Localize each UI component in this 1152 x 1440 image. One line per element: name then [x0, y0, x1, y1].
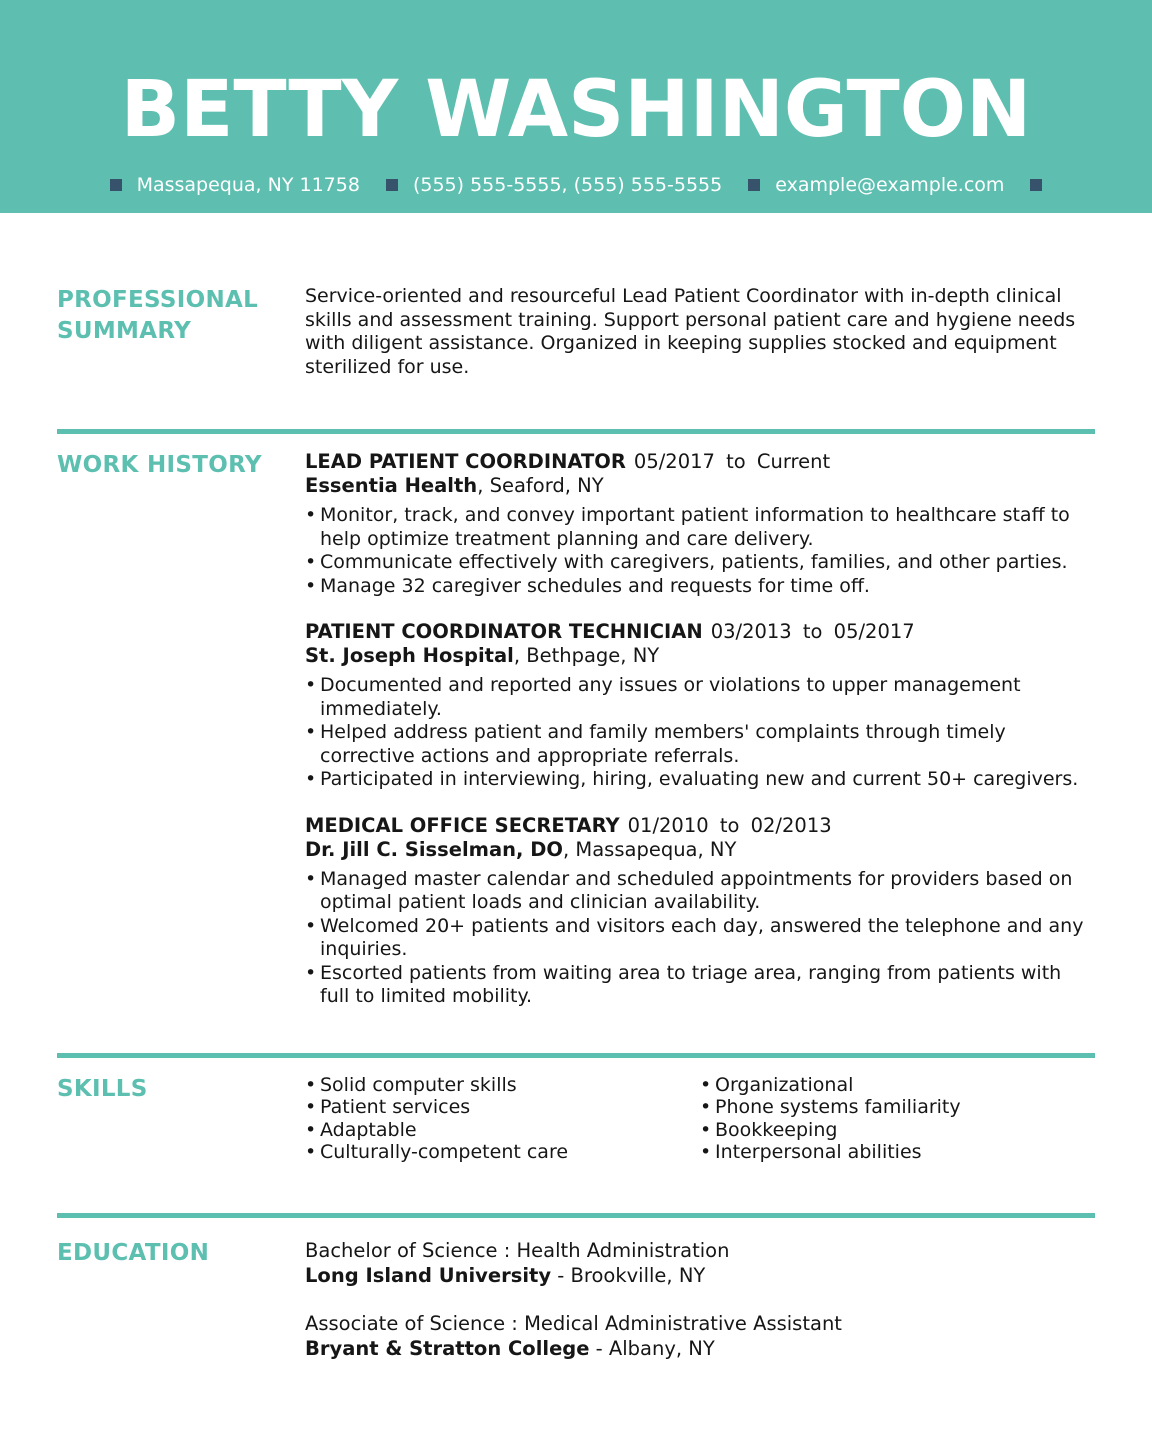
section-divider	[57, 1053, 1095, 1058]
skill-item: • Interpersonal abilities	[700, 1141, 1095, 1164]
job-dates: 03/2013 to 05/2017	[710, 620, 915, 643]
degree-entry	[305, 1238, 1095, 1288]
degree-title: Bachelor of Science : Health Administration	[305, 1238, 730, 1262]
job-title: PATIENT COORDINATOR TECHNICIAN	[305, 620, 703, 643]
square-bullet-icon	[110, 179, 122, 191]
job-entry	[305, 450, 1095, 598]
skill-item: • Organizational	[700, 1074, 1095, 1097]
contact-email	[748, 174, 1004, 196]
contact-location-text: Massapequa, NY 11758	[136, 174, 360, 196]
skill-item: • Phone systems familiarity	[700, 1096, 1095, 1119]
school-name: Long Island University	[305, 1263, 552, 1287]
company-location: , Seaford, NY	[477, 474, 604, 497]
degree-title: Associate of Science : Medical Administrative Assistant	[305, 1311, 842, 1335]
degree-school-line	[305, 1263, 1095, 1288]
job-title-line	[305, 620, 1095, 644]
summary-heading-line1: PROFESSIONAL	[57, 287, 259, 313]
education-content	[305, 1238, 1095, 1361]
section-skills	[0, 1074, 1152, 1164]
skills-list	[700, 1074, 1095, 1164]
job-bullet: • Communicate effectively with caregivers, patients, families, and other parties.	[305, 551, 1095, 575]
company-name: Dr. Jill C. Sisselman, DO	[305, 837, 563, 861]
section-work-history	[0, 450, 1152, 1009]
section-divider	[57, 429, 1095, 434]
school-name: Bryant & Stratton College	[305, 1336, 590, 1360]
square-bullet-icon	[386, 179, 398, 191]
skills-content	[305, 1074, 1095, 1164]
skill-item: • Bookkeeping	[700, 1119, 1095, 1142]
job-bullet: • Escorted patients from waiting area to triage area, ranging from patients with full to limited mobility.	[305, 962, 1095, 1009]
job-dates: 01/2010 to 02/2013	[627, 813, 832, 837]
job-bullet-list	[305, 504, 1095, 598]
summary-text: Service-oriented and resourceful Lead Patient Coordinator with in-depth clinical skills and assessment training. Support personal patient care and hygiene needs with diligent assistance. Organized in keeping supplies stocked and equipment sterilized for use.	[305, 285, 1076, 378]
square-bullet-icon	[1030, 179, 1042, 191]
job-bullet: • Documented and reported any issues or violations to upper management immediately.	[305, 674, 1095, 721]
contact-email-text: example@example.com	[775, 174, 1005, 196]
education-heading: EDUCATION	[57, 1239, 210, 1266]
contact-location	[110, 174, 360, 196]
square-bullet-icon	[748, 179, 760, 191]
company-location: , Massapequa, NY	[563, 837, 737, 861]
job-company-line	[305, 474, 1095, 498]
work-history-heading: WORK HISTORY	[57, 452, 262, 478]
job-title-line	[305, 450, 1095, 474]
job-bullet-list	[305, 674, 1095, 792]
degree-entry	[305, 1311, 1095, 1361]
job-bullet: • Managed master calendar and scheduled appointments for providers based on optimal patient loads and clinician availability.	[305, 868, 1095, 915]
job-bullet: • Monitor, track, and convey important patient information to healthcare staff to help optimize treatment planning and care delivery.	[305, 504, 1095, 551]
job-title-line	[305, 814, 1095, 838]
company-name: St. Joseph Hospital	[305, 644, 514, 667]
job-entry	[305, 814, 1095, 1009]
degree-school-line	[305, 1336, 1095, 1361]
school-location: - Albany, NY	[589, 1336, 715, 1360]
job-company-line	[305, 644, 1095, 668]
job-entry	[305, 620, 1095, 792]
company-location: , Bethpage, NY	[513, 644, 660, 667]
contact-phones	[386, 174, 722, 196]
resume-header	[0, 0, 1152, 213]
job-dates: 05/2017 to Current	[633, 450, 831, 473]
school-location: - Brookville, NY	[551, 1263, 706, 1287]
skill-item: • Solid computer skills	[305, 1074, 700, 1097]
job-bullet: • Helped address patient and family members' complaints through timely corrective actions and appropriate referrals.	[305, 721, 1095, 768]
skills-list	[305, 1074, 700, 1164]
skill-item: • Culturally-competent care	[305, 1141, 700, 1164]
job-title: MEDICAL OFFICE SECRETARY	[305, 813, 620, 837]
job-bullet-list	[305, 868, 1095, 1009]
work-history-content	[305, 450, 1095, 1009]
job-title: LEAD PATIENT COORDINATOR	[305, 450, 626, 473]
company-name: Essentia Health	[305, 474, 478, 497]
section-education	[0, 1238, 1152, 1361]
contact-phones-text: (555) 555-5555, (555) 555-5555	[412, 174, 723, 196]
summary-heading-line2: SUMMARY	[57, 318, 192, 344]
skills-column-2	[700, 1074, 1095, 1164]
section-divider	[57, 1213, 1095, 1218]
section-professional-summary	[0, 285, 1152, 379]
candidate-name: BETTY WASHINGTON	[120, 65, 1032, 155]
job-bullet: • Welcomed 20+ patients and visitors each day, answered the telephone and any inquiries.	[305, 915, 1095, 962]
skill-item: • Adaptable	[305, 1119, 700, 1142]
contact-bar	[0, 174, 1152, 196]
job-company-line	[305, 838, 1095, 862]
skill-item: • Patient services	[305, 1096, 700, 1119]
skills-heading: SKILLS	[57, 1075, 148, 1102]
summary-heading	[57, 285, 305, 379]
job-bullet: • Participated in interviewing, hiring, evaluating new and current 50+ caregivers.	[305, 768, 1095, 792]
skills-column-1	[305, 1074, 700, 1164]
job-bullet: • Manage 32 caregiver schedules and requests for time off.	[305, 575, 1095, 599]
